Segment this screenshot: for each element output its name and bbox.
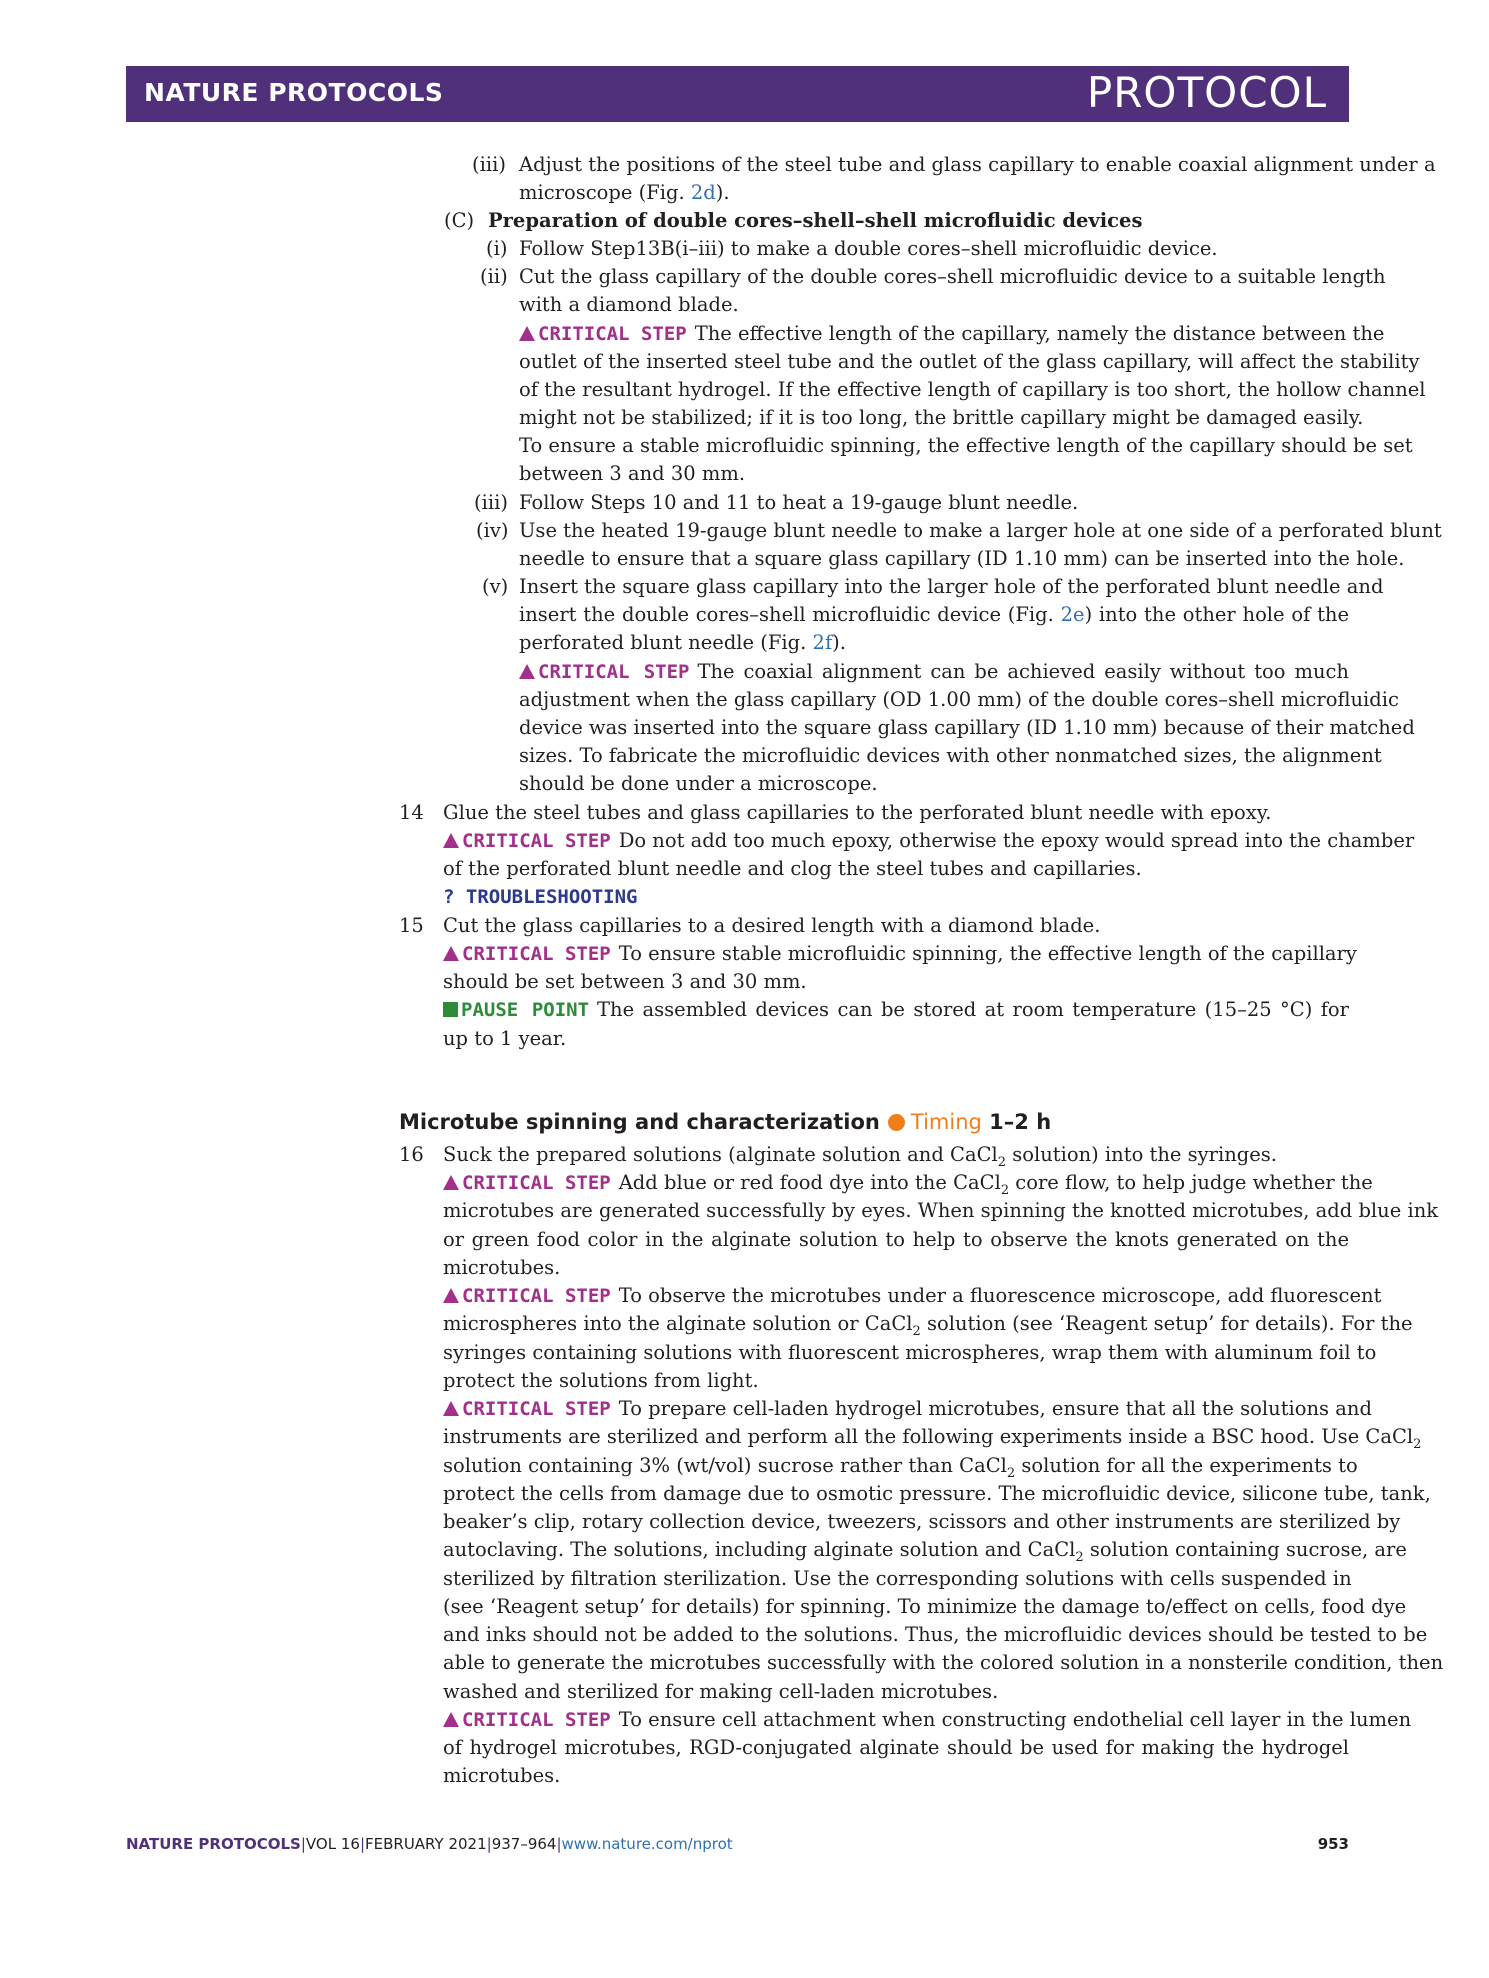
pause-point-label: PAUSE POINT (461, 999, 590, 1021)
step-text: Use the heated 19-gauge blunt needle to make a larger hole at one side of a perforated blunt (519, 519, 1442, 542)
critical-step-label: CRITICAL STEP (462, 830, 611, 852)
critical-step-label: CRITICAL STEP (462, 1398, 611, 1420)
figure-link[interactable]: 2e (1060, 603, 1085, 626)
figure-link[interactable]: 2d (690, 181, 716, 204)
pause-point-text: up to 1 year. (443, 1027, 567, 1050)
warning-triangle-icon (443, 1401, 459, 1416)
critical-step-label: CRITICAL STEP (462, 1285, 611, 1307)
critical-step-note: CRITICAL STEP To ensure cell attachment when constructing endothelial cell layer in the lumen (443, 1707, 1349, 1733)
critical-step-text: should be done under a microscope. (519, 772, 878, 795)
critical-step-text: between 3 and 30 mm. (519, 462, 746, 485)
article-type-label: PROTOCOL (1086, 68, 1327, 117)
pause-point-note: PAUSE POINT The assembled devices can be stored at room temperature (15–25 °C) for (443, 997, 1349, 1023)
critical-step-text: instruments are sterilized and perform all the following experiments inside a BSC hood. Use CaCl$_2$ (443, 1425, 1422, 1452)
footer-journal: NATURE PROTOCOLS (126, 1835, 301, 1853)
step-text: Glue the steel tubes and glass capillaries to the perforated blunt needle with epoxy. (443, 801, 1272, 824)
critical-step-note: CRITICAL STEP The coaxial alignment can be achieved easily without too much (519, 659, 1349, 685)
critical-step-text: syringes containing solutions with fluorescent microspheres, wrap them with aluminum foil to (443, 1341, 1377, 1364)
figure-link[interactable]: 2f (812, 631, 833, 654)
critical-step-text: able to generate the microtubes successfully with the colored solution in a nonsterile condition, then (443, 1651, 1444, 1674)
timing-label: Timing (910, 1110, 982, 1134)
step-number: 15 (399, 914, 424, 937)
critical-step-text: protect the solutions from light. (443, 1369, 759, 1392)
step-text: perforated blunt needle (Fig. 2f). (519, 631, 846, 654)
list-number: (C) (444, 209, 475, 232)
list-number: (iii) (472, 153, 506, 176)
warning-triangle-icon (443, 946, 459, 961)
critical-step-text: microtubes are generated successfully by eyes. When spinning the knotted microtubes, add blue ink (443, 1199, 1439, 1222)
critical-step-text: of the resultant hydrogel. If the effective length of capillary is too short, the hollow channel (519, 378, 1426, 401)
timing-value: 1–2 h (989, 1110, 1052, 1134)
step-text: insert the double cores–shell microfluidic device (Fig. 2e) into the other hole of the (519, 603, 1349, 626)
critical-step-label: CRITICAL STEP (462, 1172, 611, 1194)
step-text: Suck the prepared solutions (alginate solution and CaCl$_2$ solution) into the syringes. (443, 1143, 1278, 1170)
warning-triangle-icon (519, 664, 535, 679)
critical-step-text: might not be stabilized; if it is too long, the brittle capillary might be damaged easily. (519, 406, 1364, 429)
critical-step-text: protect the cells from damage due to osmotic pressure. The microfluidic device, silicone tube, tank, (443, 1482, 1431, 1505)
critical-step-text: of hydrogel microtubes, RGD-conjugated alginate should be used for making the hydrogel (443, 1736, 1349, 1759)
step-text: Adjust the positions of the steel tube and glass capillary to enable coaxial alignment under a (519, 153, 1436, 176)
critical-step-note: CRITICAL STEP To ensure stable microfluidic spinning, the effective length of the capillary (443, 941, 1349, 967)
footer-pages: 937–964 (491, 1835, 557, 1853)
step-text: Follow Step13B(i–iii) to make a double cores–shell microfluidic device. (519, 237, 1218, 260)
critical-step-text: of the perforated blunt needle and clog the steel tubes and capillaries. (443, 857, 1142, 880)
step-text: microscope (Fig. 2d). (519, 181, 730, 204)
critical-step-text: autoclaving. The solutions, including alginate solution and CaCl$_2$ solution containing sucrose, are (443, 1538, 1407, 1565)
warning-triangle-icon (519, 326, 535, 341)
warning-triangle-icon (443, 833, 459, 848)
warning-triangle-icon (443, 1712, 459, 1727)
critical-step-note: CRITICAL STEP Do not add too much epoxy, otherwise the epoxy would spread into the chamber (443, 828, 1349, 854)
pause-square-icon (443, 1002, 458, 1017)
list-number: (iii) (474, 491, 508, 514)
critical-step-text: device was inserted into the square glass capillary (ID 1.10 mm) because of their matched (519, 716, 1415, 739)
critical-step-text: microtubes. (443, 1764, 561, 1787)
step-text: needle to ensure that a square glass capillary (ID 1.10 mm) can be inserted into the hole. (519, 547, 1405, 570)
step-text: Insert the square glass capillary into the larger hole of the perforated blunt needle and (519, 575, 1384, 598)
step-text: Follow Steps 10 and 11 to heat a 19-gauge blunt needle. (519, 491, 1079, 514)
critical-step-text: sterilized by filtration sterilization. Use the corresponding solutions with cells suspended in (443, 1567, 1352, 1590)
footer-date: FEBRUARY 2021 (365, 1835, 487, 1853)
critical-step-text: solution containing 3% (wt/vol) sucrose rather than CaCl$_2$ solution for all the experiments to (443, 1454, 1358, 1481)
section-heading: Microtube spinning and characterization Timing 1–2 h (399, 1110, 1052, 1134)
critical-step-text: or green food color in the alginate solution to help to observe the knots generated on the (443, 1228, 1349, 1251)
critical-step-text: beaker’s clip, rotary collection device, tweezers, scissors and other instruments are sterilized by (443, 1510, 1401, 1533)
list-number: (v) (482, 575, 509, 598)
critical-step-text: adjustment when the glass capillary (OD 1.00 mm) of the double cores–shell microfluidic (519, 688, 1399, 711)
critical-step-text: microtubes. (443, 1256, 561, 1279)
page-header (126, 66, 1349, 122)
critical-step-text: To ensure a stable microfluidic spinning, the effective length of the capillary should be set (519, 434, 1413, 457)
critical-step-label: CRITICAL STEP (462, 1709, 611, 1731)
critical-step-text: microspheres into the alginate solution or CaCl$_2$ solution (see ‘Reagent setup’ for details). For the (443, 1312, 1413, 1339)
critical-step-text: washed and sterilized for making cell-laden microtubes. (443, 1680, 999, 1703)
step-text: Cut the glass capillary of the double cores–shell microfluidic device to a suitable length (519, 265, 1386, 288)
warning-triangle-icon (443, 1175, 459, 1190)
critical-step-text: should be set between 3 and 30 mm. (443, 970, 807, 993)
critical-step-text: sizes. To fabricate the microfluidic devices with other nonmatched sizes, the alignment (519, 744, 1382, 767)
page-number: 953 (1317, 1835, 1349, 1853)
warning-triangle-icon (443, 1288, 459, 1303)
critical-step-note: CRITICAL STEP To prepare cell-laden hydrogel microtubes, ensure that all the solutions and (443, 1396, 1349, 1422)
list-number: (iv) (476, 519, 509, 542)
critical-step-label: CRITICAL STEP (538, 323, 687, 345)
page-footer: NATURE PROTOCOLS|VOL 16|FEBRUARY 2021|937–964|www.nature.com/nprot 953 (126, 1835, 1349, 1853)
subsection-title: Preparation of double cores–shell–shell microfluidic devices (488, 209, 1143, 232)
footer-url-link[interactable]: www.nature.com/nprot (561, 1835, 733, 1853)
journal-name: NATURE PROTOCOLS (144, 78, 444, 107)
critical-step-label: CRITICAL STEP (462, 943, 611, 965)
footer-volume: VOL 16 (305, 1835, 360, 1853)
step-number: 14 (399, 801, 424, 824)
list-number: (i) (486, 237, 508, 260)
troubleshooting-link[interactable]: ? TROUBLESHOOTING (443, 886, 638, 908)
critical-step-note: CRITICAL STEP Add blue or red food dye into the CaCl$_2$ core flow, to help judge whether the (443, 1170, 1349, 1196)
step-text: with a diamond blade. (519, 293, 739, 316)
step-text: Cut the glass capillaries to a desired length with a diamond blade. (443, 914, 1101, 937)
critical-step-text: outlet of the inserted steel tube and the outlet of the glass capillary, will affect the stability (519, 350, 1420, 373)
critical-step-text: (see ‘Reagent setup’ for details) for spinning. To minimize the damage to/effect on cells, food dye (443, 1595, 1407, 1618)
list-number: (ii) (480, 265, 508, 288)
critical-step-note: CRITICAL STEP The effective length of the capillary, namely the distance between the (519, 321, 1349, 347)
critical-step-text: and inks should not be added to the solutions. Thus, the microfluidic devices should be tested to be (443, 1623, 1428, 1646)
critical-step-note: CRITICAL STEP To observe the microtubes under a fluorescence microscope, add fluorescent (443, 1283, 1349, 1309)
critical-step-label: CRITICAL STEP (538, 661, 690, 683)
timing-dot-icon (888, 1114, 905, 1131)
step-number: 16 (399, 1143, 424, 1166)
